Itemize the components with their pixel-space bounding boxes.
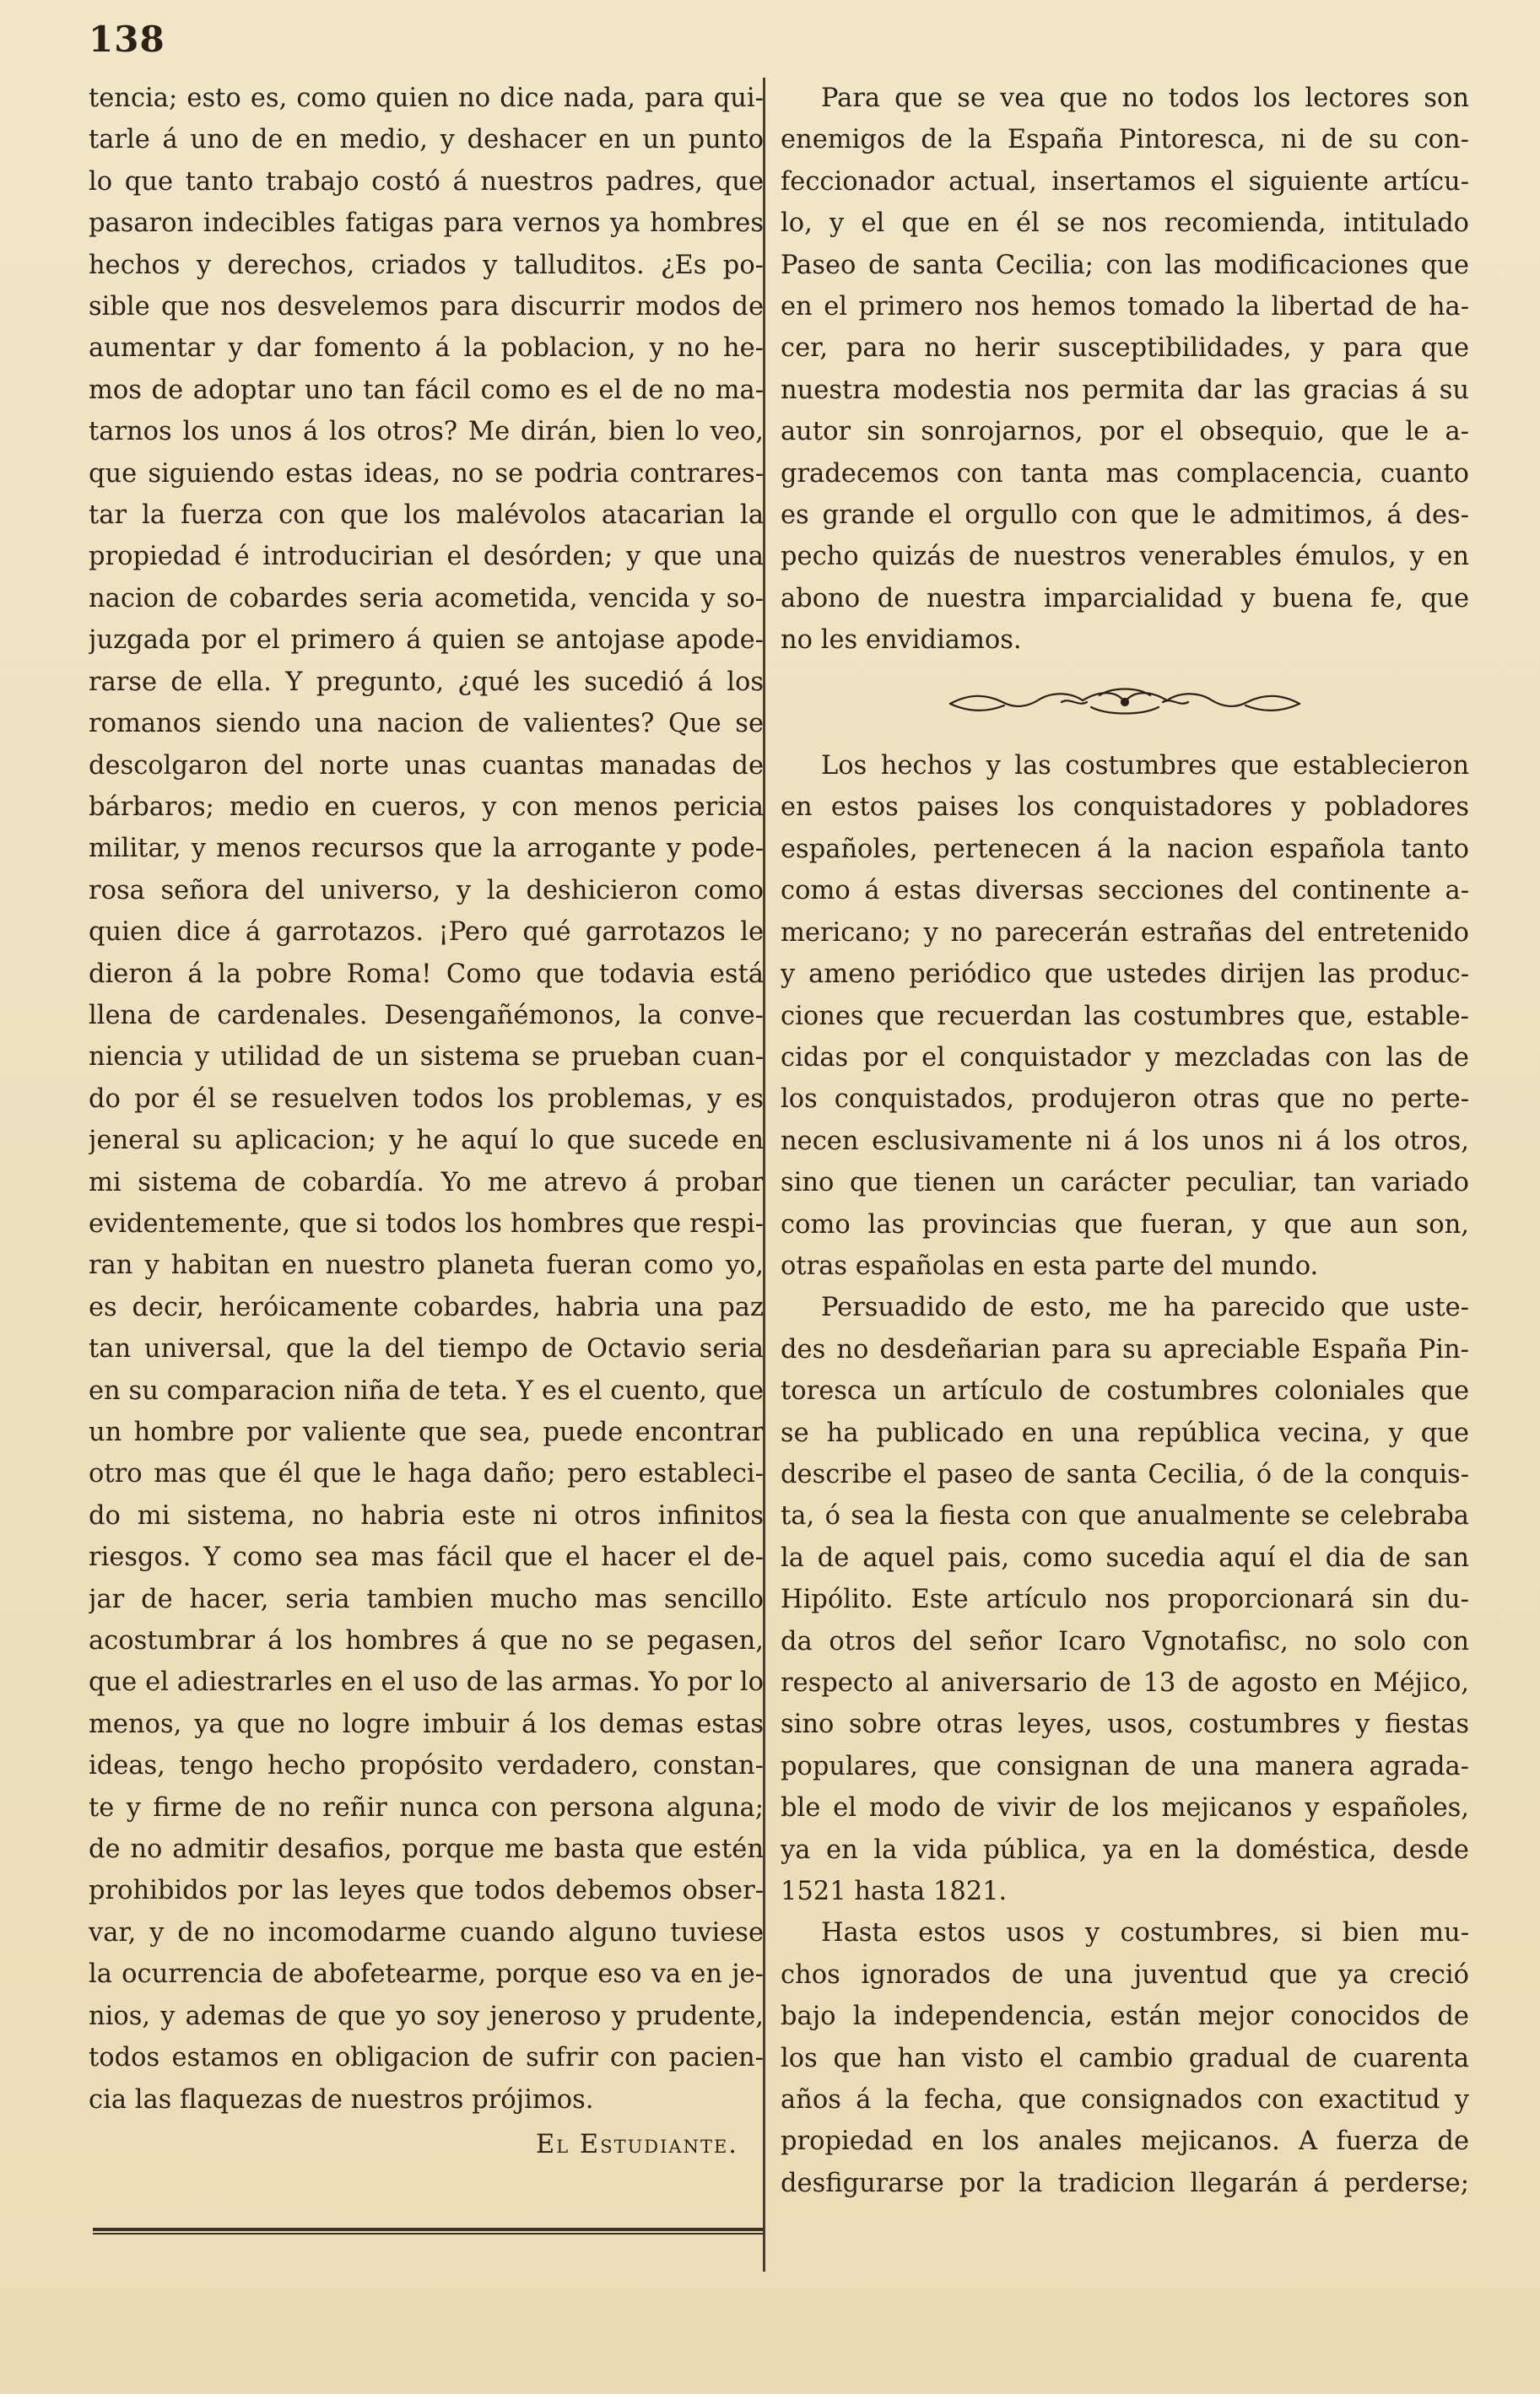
text-line: riesgos. Y como sea mas fácil que el hacer el de- <box>89 1543 764 1573</box>
text-line: dieron á la pobre Roma! Como que todavia está <box>89 959 764 989</box>
text-line: descolgaron del norte unas cuantas manadas de <box>89 750 764 781</box>
text-line: tan universal, que la del tiempo de Octavio seria <box>89 1334 764 1365</box>
text-line: sino que tienen un carácter peculiar, tan variado <box>781 1168 1469 1198</box>
text-line: juzgada por el primero á quien se antojase apode- <box>89 625 764 656</box>
text-line: do por él se resuelven todos los problemas, y es <box>89 1084 764 1114</box>
text-line: quien dice á garrotazos. ¡Pero qué garrotazos le <box>89 917 764 948</box>
text-line: tencia; esto es, como quien no dice nada, para qui- <box>89 84 764 113</box>
text-line: años á la fecha, que consignados con exactitud y <box>781 2085 1469 2116</box>
text-line: pecho quizás de nuestros venerables émulos, y en <box>781 542 1469 572</box>
text-line: mos de adoptar uno tan fácil como es el de no ma- <box>89 375 764 405</box>
text-line: es decir, heróicamente cobardes, habria una paz <box>89 1292 764 1322</box>
text-line: y ameno periódico que ustedes dirijen las produc- <box>781 959 1469 990</box>
text-line: la de aquel pais, como sucedia aquí el dia de san <box>781 1543 1469 1573</box>
text-line: cer, para no herir susceptibilidades, y para que <box>781 333 1469 364</box>
text-line: los que han visto el cambio gradual de cuarenta <box>781 2043 1469 2073</box>
text-line: toresca un artículo de costumbres coloniales que <box>781 1376 1469 1407</box>
text-line: jeneral su aplicacion; y he aquí lo que sucede en <box>89 1126 764 1156</box>
text-line: mericano; y no parecerán estrañas del entretenido <box>781 917 1469 948</box>
text-line: acostumbrar á los hombres á que no se pegasen, <box>89 1626 764 1656</box>
text-line: lo, y el que en él se nos recomienda, intitulado <box>781 208 1469 239</box>
text-line: abono de nuestra imparcialidad y buena fe, que <box>781 583 1469 613</box>
text-line: hechos y derechos, criados y talluditos. ¿Es po- <box>89 250 764 280</box>
right-column <box>781 78 1469 2204</box>
text-line: respecto al aniversario de 13 de agosto en Méjico, <box>781 1668 1469 1699</box>
text-line: rosa señora del universo, y la deshicieron como <box>89 875 764 905</box>
text-line: todos estamos en obligacion de sufrir con pacien- <box>89 2043 764 2073</box>
text-line: bárbaros; medio en cueros, y con menos pericia <box>89 792 764 822</box>
text-line: feccionador actual, insertamos el siguiente artícu- <box>781 166 1469 197</box>
text-line: bajo la independencia, están mejor conocidos de <box>781 2002 1469 2032</box>
text-line: Paseo de santa Cecilia; con las modificaciones que <box>781 250 1469 280</box>
text-line: como á estas diversas secciones del continente a- <box>781 876 1469 906</box>
text-line: los conquistados, produjeron otras que no perte- <box>781 1084 1469 1115</box>
text-line: sible que nos desvelemos para discurrir modos de <box>89 292 764 322</box>
text-line: ran y habitan en nuestro planeta fueran como yo, <box>89 1251 764 1281</box>
text-line: chos ignorados de una juventud que ya creció <box>781 1959 1469 1990</box>
text-line: populares, que consignan de una manera agrada- <box>781 1751 1469 1781</box>
text-line: des no desdeñarian para su apreciable España Pin- <box>781 1334 1469 1365</box>
text-line: mi sistema de cobardía. Yo me atrevo á probar <box>89 1167 764 1197</box>
text-line: romanos siendo una nacion de valientes? Que se <box>89 709 764 739</box>
text-line: militar, y menos recursos que la arrogante y pode- <box>89 834 764 864</box>
column-divider <box>763 78 765 2272</box>
text-line: enemigos de la España Pintoresca, ni de su con- <box>781 125 1469 155</box>
text-line: ya en la vida pública, ya en la doméstica, desde <box>781 1835 1469 1865</box>
text-line: menos, ya que no logre imbuir á los demas estas <box>89 1709 764 1739</box>
text-line: otro mas que él que le haga daño; pero estableci- <box>89 1459 764 1489</box>
author-signature: El Estudiante. <box>536 2129 738 2159</box>
text-line: var, y de no incomodarme cuando alguno tuviese <box>89 1917 764 1948</box>
text-line: la ocurrencia de abofetearme, porque eso va en je- <box>89 1959 764 1990</box>
text-line: do mi sistema, no habria este ni otros infinitos <box>89 1500 764 1531</box>
text-line: pasaron indecibles fatigas para vernos ya hombres <box>89 208 764 239</box>
text-line: un hombre por valiente que sea, puede encontrar <box>89 1418 764 1447</box>
text-line: desfigurarse por la tradicion llegarán á perderse; <box>781 2168 1469 2198</box>
text-line: Los hechos y las costumbres que establecieron <box>821 751 1469 781</box>
text-line: Persuadido de esto, me ha parecido que uste- <box>821 1293 1469 1323</box>
text-line: tar la fuerza con que los malévolos atacarian la <box>89 500 764 531</box>
text-line: nuestra modestia nos permita dar las gracias á su <box>781 375 1469 405</box>
bottom-rule <box>93 2228 764 2235</box>
text-line: Para que se vea que no todos los lectores son <box>821 84 1469 113</box>
text-line: nacion de cobardes seria acometida, vencida y so- <box>89 583 764 613</box>
left-column <box>89 78 764 2165</box>
text-line: gradecemos con tanta mas complacencia, cuanto <box>781 458 1469 489</box>
text-line: ta, ó sea la fiesta con que anualmente se celebraba <box>781 1501 1469 1532</box>
text-line: da otros del señor Icaro Vgnotafisc, no solo con <box>781 1626 1469 1656</box>
text-line: como las provincias que fueran, y que aun son, <box>781 1209 1469 1240</box>
text-line: te y firme de no reñir nunca con persona alguna; <box>89 1792 764 1823</box>
text-line: lo que tanto trabajo costó á nuestros padres, que <box>89 166 764 197</box>
text-line: 1521 hasta 1821. <box>781 1877 1008 1907</box>
text-line: llena de cardenales. Desengañémonos, la conve- <box>89 1000 764 1030</box>
text-line: sino sobre otras leyes, usos, costumbres y fiestas <box>781 1710 1469 1740</box>
text-line: niencia y utilidad de un sistema se prueban cuan- <box>89 1042 764 1073</box>
text-line: españoles, pertenecen á la nacion española tanto <box>781 834 1469 864</box>
text-line: es grande el orgullo con que le admitimos, á des- <box>781 500 1469 531</box>
text-line: en su comparacion niña de teta. Y es el cuento, que <box>89 1375 764 1406</box>
text-line: no les envidiamos. <box>781 625 1022 656</box>
text-line: prohibidos por las leyes que todos debemos obser- <box>89 1876 764 1906</box>
ornament-divider-icon <box>781 682 1469 723</box>
text-line: jar de hacer, seria tambien mucho mas sencillo <box>89 1584 764 1614</box>
text-line: nios, y ademas de que yo soy jeneroso y prudente, <box>89 2001 764 2031</box>
text-line: ble el modo de vivir de los mejicanos y españoles, <box>781 1793 1469 1824</box>
text-line: se ha publicado en una república vecina, y que <box>781 1418 1469 1448</box>
text-line: que el adiestrarles en el uso de las armas. Yo por lo <box>89 1667 764 1698</box>
text-line: ciones que recuerdan las costumbres que, estable- <box>781 1001 1469 1031</box>
text-line: propiedad en los anales mejicanos. A fuerza de <box>781 2126 1469 2157</box>
text-line: Hipólito. Este artículo nos proporcionará sin du- <box>781 1585 1469 1615</box>
text-line: aumentar y dar fomento á la poblacion, y no he- <box>89 333 764 364</box>
text-line: en el primero nos hemos tomado la libertad de ha- <box>781 292 1469 322</box>
text-line: necen esclusivamente ni á los unos ni á los otros, <box>781 1126 1469 1156</box>
text-line: cidas por el conquistador y mezcladas con las de <box>781 1042 1469 1073</box>
text-line: propiedad é introducirian el desórden; y que una <box>89 542 764 572</box>
text-line: cia las flaquezas de nuestros prójimos. <box>89 2084 594 2115</box>
text-line: evidentemente, que si todos los hombres que respi- <box>89 1208 764 1239</box>
page-number: 138 <box>89 19 165 60</box>
text-line: autor sin sonrojarnos, por el obsequio, que le a- <box>781 417 1469 447</box>
text-line: de no admitir desafios, porque me basta que estén <box>89 1835 764 1865</box>
text-line: en estos paises los conquistadores y pobladores <box>781 792 1469 823</box>
text-line: tarnos los unos á los otros? Me dirán, bien lo veo, <box>89 417 764 447</box>
text-line: ideas, tengo hecho propósito verdadero, constan- <box>89 1751 764 1781</box>
text-line: tarle á uno de en medio, y deshacer en un punto <box>89 125 764 155</box>
text-line: rarse de ella. Y pregunto, ¿qué les sucedió á los <box>89 667 764 697</box>
text-line: describe el paseo de santa Cecilia, ó de la conquis- <box>781 1459 1469 1489</box>
text-line: que siguiendo estas ideas, no se podria contrares- <box>89 458 764 489</box>
text-line: otras españolas en esta parte del mundo. <box>781 1251 1319 1281</box>
text-line: Hasta estos usos y costumbres, si bien mu- <box>821 1918 1469 1948</box>
